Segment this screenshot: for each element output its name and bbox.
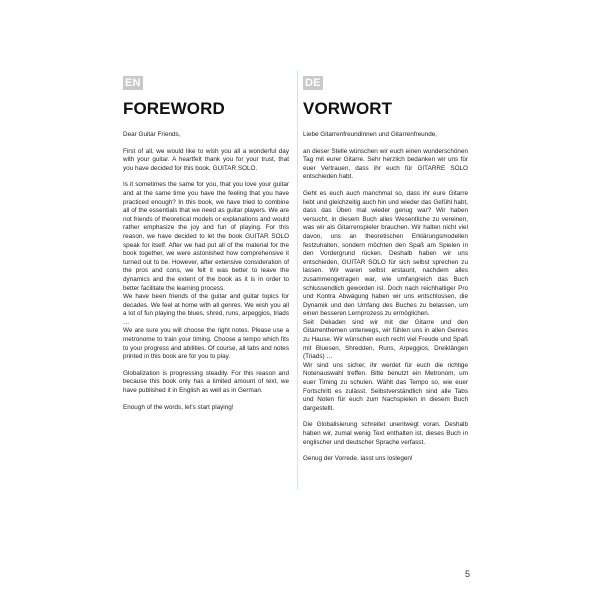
english-paragraph-3: Globalization is progressing steadily. For this reason and because this book only has a limited amount of text, we have published it in English as well as in German.: [123, 369, 289, 395]
german-salutation: Liebe Gitarrenfreundinnen und Gitarrenfreunde,: [303, 131, 438, 138]
column-divider: [297, 70, 298, 490]
german-column: [303, 73, 468, 472]
english-paragraph-2: Is it sometimes the same for you, that you love your guitar and at the same time you have the feeling that you have practiced enough? In this book, we have tried to combine all of the essentials that we need as guitar players. We are not friends of theoretical models or explanations and would rather emphasize the joy and fun of playing. For this reason, we have decided to let the book GUITAR SOLO speak for itself. After we had put all of the material for the book together, we were astonished how comprehensive it turned out to be. However, after extensive consideration of the pros and cons, we felt it was better to leave the dynamics and the extent of the book as it is in order to better facilitate the learning process. We have been friends of the guitar and guitar topics for decades. We feel at home with all genres. We wish you all a lot of fun playing the blues, shred, runs, arpeggios, triads … We are sure you will choose the right notes. Please use a metronome to train your timing. Choose a tempo which fits to your progress and abilities. Of course, all tabs and notes printed in this book are for you to play.: [123, 181, 289, 361]
english-closing: Enough of the words, let's start playing!: [123, 403, 234, 411]
german-paragraph-3: Die Globalisierung schreitet unentwegt voran. Deshalb haben wir, zumal wenig Text enthalten ist, dieses Buch in englischer und deutscher Sprache verfasst.: [303, 421, 468, 446]
page-number: 5: [465, 569, 471, 579]
german-paragraph-2: Geht es euch auch manchmal so, dass ihr eure Gitarre liebt und gleichzeitig auch hin und wieder das Gefühl habt, dass das Üben mal wieder genug war? Wir haben versucht, in diesem Buch alles Wesentliche zu vereinen, was wir als Gitarrenspieler brauchen. Wir halten nicht viel davon, uns an theoretischen Erklärungsmodellen festzuhalten, sondern möchten den Spaß am Spielen in den Vordergrund rücken. Deshalb haben wir uns entschieden, GUITAR SOLO für sich selbst sprechen zu lassen. Wir waren selbst erstaunt, nachdem alles zusammengetragen war, wie umfangreich das Buch schlussendlich geworden ist. Doch nach reichhaltiger Pro und Kontra Abwägung haben wir uns entschlossen, die Dynamik und den Umfang des Buches zu belassen, um einen besseren Lernprozess zu ermöglichen. Seit Dekaden sind wir mit der Gitarre und den Gitarrenthemen unterwegs, wir fühlen uns in allen Genres zu Hause. Wir wünschen euch recht viel Freude und Spaß mit Bluesen, Shredden, Runs, Arpeggios, Dreiklängen (Triads) … Wir sind uns sicher, ihr werdet für euch die richtige Notenauswahl treffen. Bitte benutzt ein Metronom, um euer Timing zu schulen. Wählt das Tempo so, wie euer Fortschritt es zulässt. Selbstverständlich sind alle Tabs und Noten für euch zum Nachspielen in diesem Buch dargestellt.: [303, 189, 468, 412]
english-paragraph-1: First of all, we would like to wish you all a wonderful day with your guitar. A heartfelt thank you for your trust, that you have decided for this book, GUITAR SOLO.: [123, 147, 289, 172]
language-badge-en: EN: [125, 77, 141, 89]
german-closing: Genug der Vorrede, lasst uns loslegen!: [303, 455, 413, 463]
english-salutation: Dear Guitar Friends,: [123, 131, 181, 138]
language-badge-de: DE: [305, 77, 321, 89]
english-title: FOREWORD: [123, 99, 225, 118]
german-paragraph-1: an dieser Stelle wünschen wir euch einen wunderschönen Tag mit eurer Gitarre. Sehr herzlich bedanken wir uns für euer Vertrauen, dass ihr euch für GITARRE SOLO entschieden habt.: [303, 147, 468, 181]
english-column: [123, 73, 289, 420]
german-title: VORWORT: [303, 99, 393, 118]
